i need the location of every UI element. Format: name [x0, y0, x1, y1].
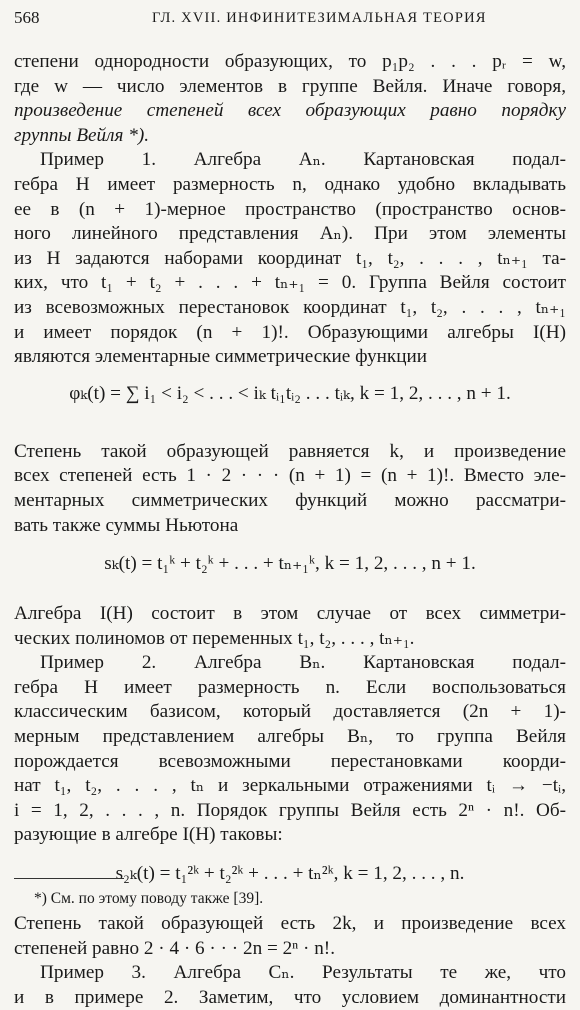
example-3-heading-line: Пример 3. Алгебра Cₙ. Результаты те же, что: [40, 962, 566, 984]
text-line: ного линейного представления Aₙ). При этом элементы: [14, 223, 566, 245]
text-line: вать также суммы Ньютона: [14, 514, 239, 536]
running-head: ГЛ. XVII. ИНФИНИТЕЗИМАЛЬНАЯ ТЕОРИЯ: [152, 10, 487, 26]
formula-elementary-symmetric: φₖ(t) = ∑ i₁ < i₂ < . . . < iₖ tᵢ₁tᵢ₂ . . . tᵢₖ, k = 1, 2, . . . , n + 1.: [69, 382, 511, 404]
footnote-rule: [14, 878, 124, 879]
text-line: и имеет порядок (n + 1)!. Образующими алгебры I(H): [14, 321, 566, 343]
text-line: гебра H имеет размерность n. Если воспользоваться: [14, 676, 566, 698]
text-line: i = 1, 2, . . . , n. Порядок группы Вейля есть 2ⁿ · n!. Об-: [14, 799, 566, 821]
text-line: ее в (n + 1)-мерное пространство (пространство основ-: [14, 198, 566, 220]
text-line: из всевозможных перестановок координат t₁, t₂, . . . , tₙ₊₁: [14, 296, 566, 318]
text-line: мерным представлением алгебры Bₙ, то группа Вейля: [14, 726, 566, 748]
page-number: 568: [14, 8, 40, 27]
text-line: Алгебра I(H) состоит в этом случае от всех симметри-: [14, 603, 566, 625]
text-line: группы Вейля *).: [14, 124, 150, 146]
text-line: классическим базисом, который доставляется (2n + 1)-: [14, 701, 566, 723]
text-line: степени однородности образующих, то p₁p₂ . . . pᵣ = w,: [14, 51, 566, 72]
text-line: произведение степеней всех образующих равно порядку: [14, 100, 566, 122]
text-line: ментарных симметрических функций можно рассматри-: [14, 489, 566, 511]
text-line: где w — число элементов в группе Вейля. Иначе говоря,: [14, 75, 566, 97]
text-line: Степень такой образующей есть 2k, и произведение всех: [14, 913, 566, 935]
text-line: ких, что t₁ + t₂ + . . . + tₙ₊₁ = 0. Группа Вейля состоит: [14, 272, 566, 294]
text-line: разующие в алгебре I(H) таковы:: [14, 824, 283, 846]
text-line: из H задаются наборами координат t₁, t₂, . . . , tₙ₊₁ та-: [14, 247, 566, 269]
footnote: *) См. по этому поводу также [39].: [34, 890, 264, 907]
text-line: всех степеней есть 1 · 2 · · · (n + 1) = (n + 1)!. Вместо эле-: [14, 465, 566, 487]
text-line: порождается всевозможными перестановками коорди-: [14, 750, 566, 772]
text-line: степеней равно 2 · 4 · 6 · · · 2n = 2ⁿ · n!.: [14, 937, 335, 959]
example-2-heading-line: Пример 2. Алгебра Bₙ. Картановская подал-: [40, 652, 566, 674]
example-1-heading-line: Пример 1. Алгебра Aₙ. Картановская подал-: [40, 149, 566, 171]
text-line: гебра H имеет размерность n, однако удобно вкладывать: [14, 173, 566, 195]
text-line: нат t₁, t₂, . . . , tₙ и зеркальными отражениями tᵢ → −tᵢ,: [14, 775, 566, 797]
formula-even-power-sums: s₂ₖ(t) = t₁²ᵏ + t₂²ᵏ + . . . + tₙ²ᵏ, k = 1, 2, . . . , n.: [115, 863, 465, 885]
text-line: и в примере 2. Заметим, что условием доминантности: [14, 986, 566, 1008]
text-line: Степень такой образующей равняется k, и произведение: [14, 440, 566, 462]
text-line: ческих полиномов от переменных t₁, t₂, . . . , tₙ₊₁.: [14, 627, 415, 649]
page-header: [14, 8, 566, 32]
text-line: являются элементарные симметрические функции: [14, 346, 428, 368]
formula-newton-sums: sₖ(t) = t₁ᵏ + t₂ᵏ + . . . + tₙ₊₁ᵏ, k = 1, 2, . . . , n + 1.: [104, 553, 476, 575]
page-body: [14, 50, 566, 1010]
